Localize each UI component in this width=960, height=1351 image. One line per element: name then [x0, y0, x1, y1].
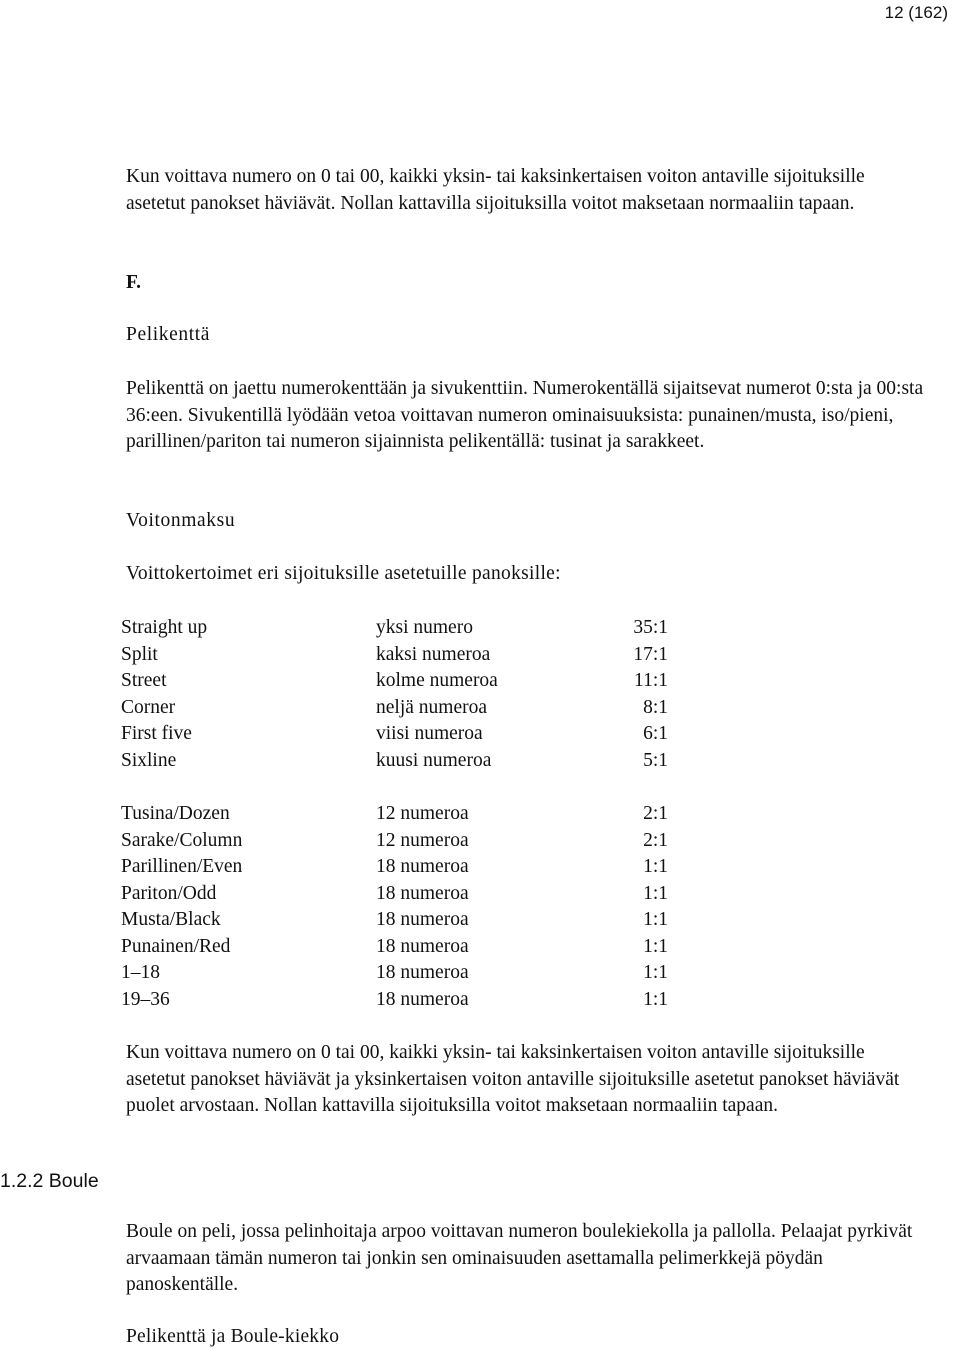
payout-table-inside-bets: [121, 615, 668, 774]
numbers-covered: 12 numeroa: [376, 829, 469, 851]
numbers-covered: 18 numeroa: [376, 935, 469, 957]
payout-row: [121, 642, 668, 669]
payout-odds: 2:1: [643, 803, 668, 824]
payout-odds: 1:1: [643, 856, 668, 877]
paragraph-zero-rule-half: Kun voittava numero on 0 tai 00, kaikki yksin- tai kaksinkertaisen voiton antaville sijoituksille asetetut panokset häviävät ja yksinkertaisen voiton antaville sijoituksille asetetut panokset häviävät puolet arvostaan. Nollan kattavilla sijoituksilla voitot maksetaan normaaliin tapaan.: [126, 1042, 900, 1116]
playing-field-heading: Pelikenttä: [126, 324, 210, 345]
numbers-covered: neljä numeroa: [376, 696, 487, 718]
bet-name: Straight up: [121, 617, 208, 638]
bet-name: First five: [121, 723, 192, 744]
payout-odds: 5:1: [643, 749, 668, 771]
numbers-covered: 12 numeroa: [376, 803, 469, 824]
numbers-covered: 18 numeroa: [376, 909, 469, 930]
payout-odds: 2:1: [643, 829, 668, 851]
payout-intro: Voittokertoimet eri sijoituksille asetetuille panoksille:: [126, 563, 561, 584]
numbers-covered: kolme numeroa: [376, 670, 498, 691]
bet-name: Musta/Black: [121, 909, 221, 930]
bet-name: Pariton/Odd: [121, 882, 217, 904]
bet-name: Corner: [121, 696, 176, 718]
payout-table-outside-bets: [121, 801, 668, 1013]
payout-row: [121, 828, 668, 855]
bet-name: Parillinen/Even: [121, 856, 243, 877]
section-letter-heading: F.: [126, 272, 141, 293]
bet-name: Punainen/Red: [121, 935, 231, 957]
payout-row: [121, 615, 668, 642]
payout-odds: 17:1: [633, 643, 668, 665]
payout-heading: Voitonmaksu: [126, 510, 236, 531]
payout-row: [121, 668, 668, 695]
numbers-covered: kaksi numeroa: [376, 643, 491, 665]
section-number-boule: 1.2.2 Boule: [0, 1170, 99, 1192]
payout-row: [121, 801, 668, 828]
bet-name: 1–18: [121, 962, 160, 983]
payout-odds: 1:1: [643, 935, 668, 957]
payout-row: [121, 854, 668, 881]
bet-name: Street: [121, 670, 167, 691]
numbers-covered: 18 numeroa: [376, 962, 469, 983]
payout-row: [121, 695, 668, 722]
numbers-covered: 18 numeroa: [376, 856, 469, 877]
numbers-covered: yksi numero: [376, 617, 473, 638]
numbers-covered: kuusi numeroa: [376, 749, 492, 771]
payout-row: [121, 934, 668, 961]
payout-row: [121, 907, 668, 934]
payout-row: [121, 960, 668, 987]
paragraph-zero-rule: Kun voittava numero on 0 tai 00, kaikki yksin- tai kaksinkertaisen voiton antaville sijoituksille asetetut panokset häviävät. Nollan kattavilla sijoituksilla voitot maksetaan normaaliin tapaan.: [126, 166, 865, 214]
payout-row: [121, 987, 668, 1014]
bet-name: Sarake/Column: [121, 829, 243, 851]
payout-row: [121, 881, 668, 908]
bet-name: Split: [121, 643, 158, 665]
payout-odds: 1:1: [643, 882, 668, 904]
bet-name: Sixline: [121, 749, 177, 771]
bet-name: 19–36: [121, 988, 170, 1010]
paragraph-boule-intro: Boule on peli, jossa pelinhoitaja arpoo voittavan numeron boulekiekolla ja pallolla. Pelaajat pyrkivät arvaamaan tämän numeron tai jonkin sen ominaisuuden asettamalla pelimerkkejä pöydän panoskentälle.: [126, 1221, 913, 1295]
payout-odds: 1:1: [643, 909, 668, 930]
boule-field-heading: Pelikenttä ja Boule-kiekko: [126, 1326, 340, 1347]
numbers-covered: 18 numeroa: [376, 882, 469, 904]
payout-odds: 35:1: [633, 617, 668, 638]
payout-row: [121, 748, 668, 775]
payout-odds: 6:1: [643, 723, 668, 744]
page-number: 12 (162): [884, 3, 948, 22]
payout-row: [121, 721, 668, 748]
payout-odds: 11:1: [634, 670, 668, 691]
payout-odds: 1:1: [643, 962, 668, 983]
paragraph-playing-field: Pelikenttä on jaettu numerokenttään ja sivukenttiin. Numerokentällä sijaitsevat numerot 0:sta ja 00:sta 36:een. Sivukentillä lyödään vetoa voittavan numeron ominaisuuksista: punainen/musta, iso/pieni, parillinen/pariton tai numeron sijainnista pelikentällä: tusinat ja sarakkeet.: [126, 378, 924, 452]
payout-odds: 8:1: [643, 696, 668, 718]
payout-odds: 1:1: [643, 988, 668, 1010]
numbers-covered: 18 numeroa: [376, 988, 469, 1010]
numbers-covered: viisi numeroa: [376, 723, 483, 744]
bet-name: Tusina/Dozen: [121, 803, 230, 824]
